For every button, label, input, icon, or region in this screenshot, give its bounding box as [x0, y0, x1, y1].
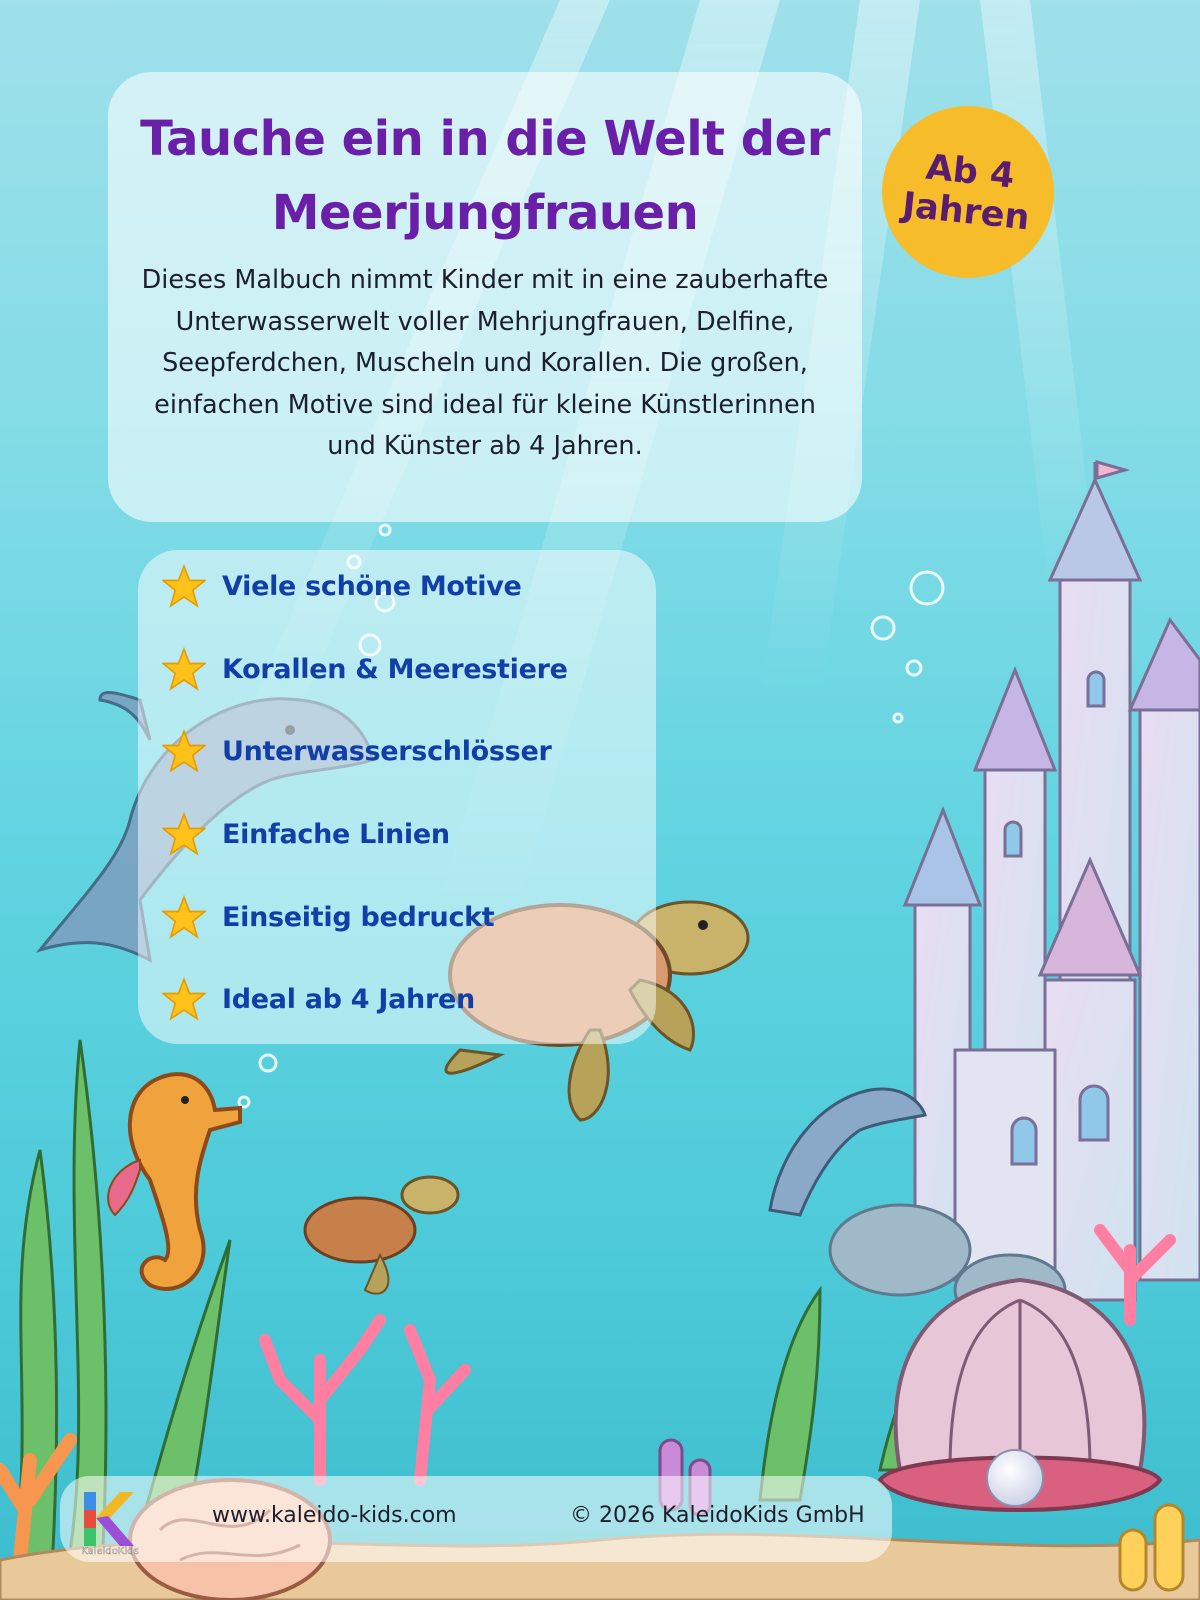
star-icon — [162, 647, 206, 691]
features-list — [138, 550, 656, 1044]
star-icon — [162, 812, 206, 856]
title-line-2: Meerjungfrauen — [271, 185, 699, 241]
title-line-1: Tauche ein in die Welt der — [140, 111, 830, 167]
star-icon — [162, 895, 206, 939]
intro-card — [108, 72, 862, 522]
feature-label: Einfache Linien — [222, 818, 450, 850]
age-badge-line-2: Jahren — [900, 185, 1032, 239]
feature-label: Korallen & Meerestiere — [222, 653, 568, 685]
feature-item — [162, 974, 475, 1024]
feature-label: Ideal ab 4 Jahren — [222, 983, 475, 1015]
copyright-notice: © 2026 KaleidoKids GmbH — [570, 1503, 865, 1528]
turtle-small — [305, 1177, 458, 1294]
feature-label: Einseitig bedruckt — [222, 901, 495, 933]
footer-bar — [60, 1476, 892, 1562]
feature-item — [162, 726, 551, 776]
star-icon — [162, 977, 206, 1021]
star-icon — [162, 564, 206, 608]
logo-letter: K — [74, 1488, 75, 1489]
feature-item — [162, 644, 568, 694]
book-description: Dieses Malbuch nimmt Kinder mit in eine zauberhafte Unterwasserwelt voller Mehrjungfrauen, Delfine, Seepferdchen, Muscheln und Korallen. Die großen, einfachen Motive sind ideal für kleine Künstlerinnen und Künster ab 4 Jahren. — [141, 265, 829, 461]
kaleidokids-logo — [74, 1488, 138, 1550]
feature-item — [162, 809, 450, 859]
dolphin-right — [770, 1089, 925, 1215]
clam-shell — [880, 1280, 1160, 1510]
website-link[interactable]: www.kaleido-kids.com — [212, 1503, 457, 1528]
feature-label: Viele schöne Motive — [222, 570, 522, 602]
feature-item — [162, 561, 522, 611]
logo-wordmark: KaleidoKids — [81, 1546, 139, 1557]
feature-item — [162, 892, 494, 942]
seahorse — [108, 1074, 240, 1289]
page-title — [132, 102, 838, 250]
feature-label: Unterwasserschlösser — [222, 735, 552, 767]
star-icon — [162, 729, 206, 773]
age-badge-line-1: Ab 4 — [923, 147, 1017, 197]
